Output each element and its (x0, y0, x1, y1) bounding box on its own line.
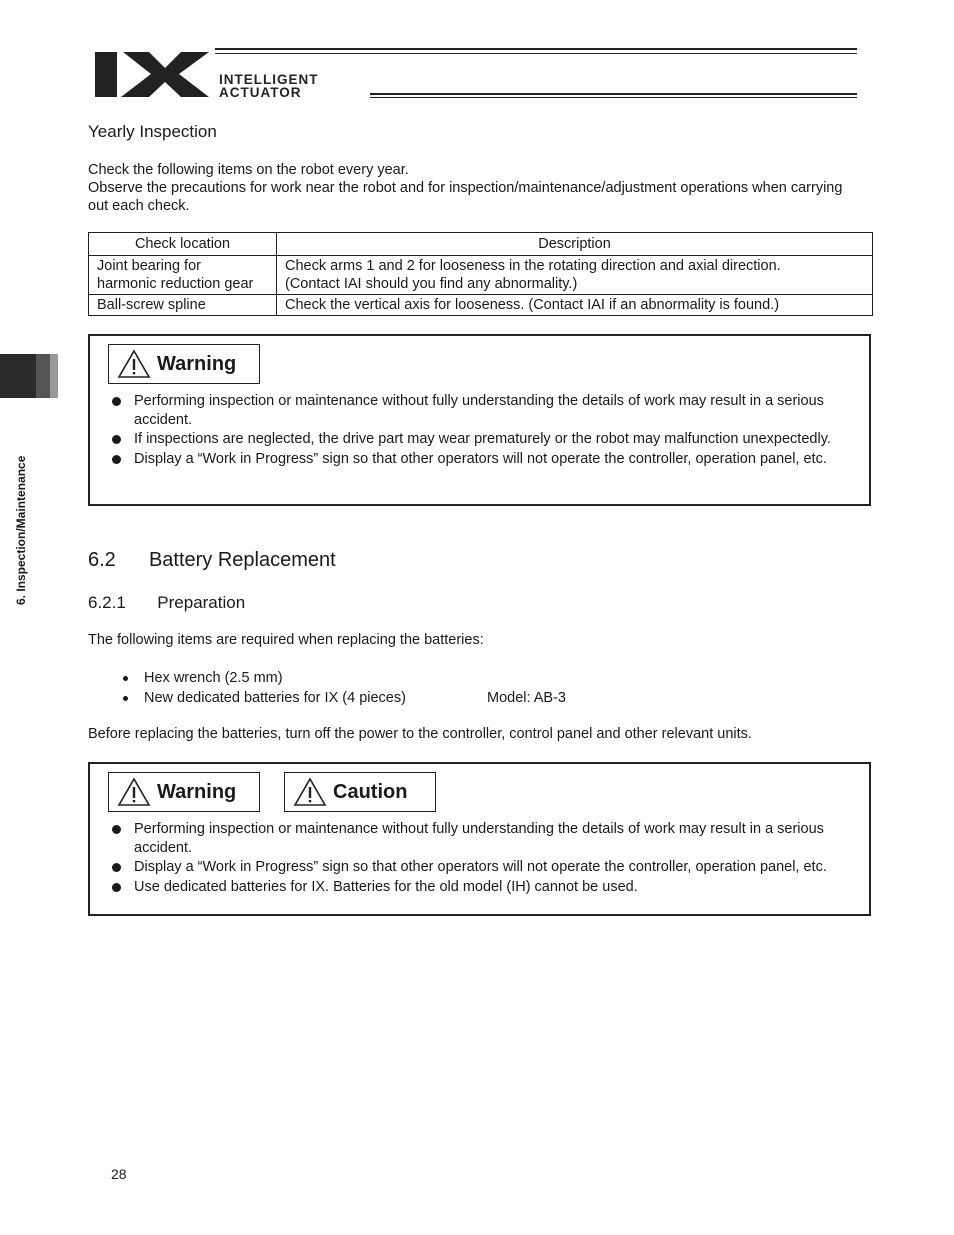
before-replacing-text: Before replacing the batteries, turn off the power to the controller, control panel and other relevant units. (88, 726, 752, 742)
logo-line1: INTELLIGENT (219, 72, 319, 87)
warning-badge (108, 344, 260, 384)
warning-triangle-icon (117, 349, 151, 379)
warning-list (110, 392, 851, 469)
list-item-text: If inspections are neglected, the drive part may wear prematurely or the robot may malfunction unexpectedly. (134, 431, 831, 447)
check-table (88, 232, 873, 316)
header-rule-top2 (215, 53, 857, 54)
header-rule-bottom (370, 93, 857, 95)
bullet-dot (112, 397, 121, 406)
section-title: Battery Replacement (148, 549, 336, 571)
table-header-description: Description (277, 233, 873, 256)
bullet-dot (123, 676, 128, 681)
cell-line: Check arms 1 and 2 for looseness in the rotating direction and axial direction. (285, 258, 781, 274)
bullet-dot (112, 863, 121, 872)
warning-triangle-icon (117, 777, 151, 807)
table-cell-description (277, 256, 873, 295)
cell-line: Joint bearing for (97, 258, 201, 274)
list-item (110, 450, 851, 469)
table-header-row (89, 233, 873, 256)
header-rule-bottom2 (370, 97, 857, 98)
bullet-dot (112, 435, 121, 444)
list-item (110, 820, 851, 857)
table-header-location: Check location (89, 233, 277, 256)
bullet-dot (112, 825, 121, 834)
cell-line: Check the vertical axis for looseness. (Contact IAI if an abnormality is found.) (285, 297, 780, 313)
cell-line: (Contact IAI should you find any abnormality.) (285, 276, 578, 292)
list-item-text: Display a “Work in Progress” sign so that other operators will not operate the controller, operation panel, etc. (134, 450, 827, 467)
yearly-paragraph (88, 161, 858, 215)
yearly-heading: Yearly Inspection (88, 122, 217, 141)
required-items-list (120, 668, 566, 708)
side-tab-block-light (50, 354, 58, 398)
warning-box-1 (88, 334, 871, 506)
list-item (110, 858, 851, 877)
section-heading (88, 549, 336, 572)
warning-badge (108, 772, 260, 812)
list-item-text: Use dedicated batteries for IX. Batteries for the old model (IH) cannot be used. (134, 878, 638, 895)
warning-box-2 (88, 762, 871, 916)
list-item (110, 392, 851, 429)
table-row (89, 256, 873, 295)
preparation-intro: The following items are required when replacing the batteries: (88, 632, 484, 648)
list-item-text: Performing inspection or maintenance without fully understanding the details of work may result in a serious accident. (134, 393, 824, 428)
section-number: 6.2 (88, 549, 116, 571)
caution-badge (284, 772, 436, 812)
subsection-heading (88, 593, 245, 613)
list-item-text: Performing inspection or maintenance without fully understanding the details of work may result in a serious accident. (134, 821, 824, 856)
side-tab-block-mid (36, 354, 50, 398)
logo-line2: ACTUATOR (219, 85, 302, 100)
header-rule-top (215, 48, 857, 50)
caution-badge-label: Caution (333, 780, 408, 803)
table-cell-location (89, 256, 277, 295)
cell-line: harmonic reduction gear (97, 276, 254, 292)
bullet-dot (123, 696, 128, 701)
page-number: 28 (111, 1166, 127, 1182)
list-item (120, 668, 566, 688)
table-cell-location (89, 295, 277, 316)
table-row (89, 295, 873, 316)
warning-badge-label: Warning (157, 780, 237, 803)
battery-model: Model: AB-3 (487, 690, 566, 706)
list-item (110, 878, 851, 897)
list-item-text: Hex wrench (2.5 mm) (144, 670, 283, 686)
cell-line: Ball-screw spline (97, 297, 206, 313)
list-item (120, 688, 566, 708)
side-tab-block (0, 354, 36, 398)
caution-triangle-icon (293, 777, 327, 807)
list-item-text: New dedicated batteries for IX (4 pieces) (144, 690, 406, 706)
table-cell-description (277, 295, 873, 316)
warning-list (110, 820, 851, 897)
yearly-para2: Observe the precautions for work near the robot and for inspection/maintenance/adjustment operations when carrying out each check. (88, 180, 843, 214)
yearly-para1: Check the following items on the robot every year. (88, 162, 409, 178)
list-item-text: Display a “Work in Progress” sign so that other operators will not operate the controller, operation panel, etc. (134, 859, 827, 875)
list-item (110, 430, 851, 449)
bullet-dot (112, 455, 121, 464)
chapter-side-label: 6. Inspection/Maintenance (14, 455, 28, 605)
warning-badge-label: Warning (157, 352, 237, 375)
bullet-dot (112, 883, 121, 892)
subsection-number: 6.2.1 (88, 593, 126, 612)
subsection-title: Preparation (157, 593, 246, 612)
